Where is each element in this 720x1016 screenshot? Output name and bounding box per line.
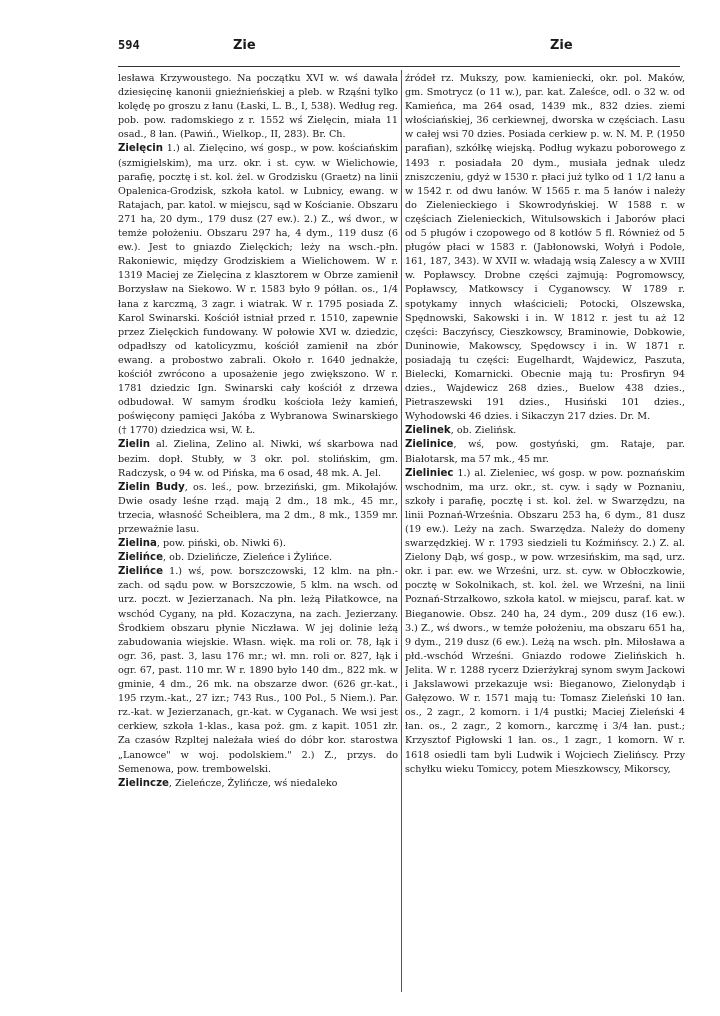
entry-headword: Zielęcin <box>118 143 163 155</box>
entry-paragraph <box>405 438 685 466</box>
column-divider <box>401 70 402 992</box>
entry-text: 1.) al. Zieleniec, wś gosp. w pow. poznańskim wschodnim, ma urz. okr., st. cyw. i sądy w Poznaniu, szkoły i parafię, pocztę i st. kol. żel. w Swarzędzu, na linii Poznań-Września. Obszaru 253 ha, 6 dym., 81 dusz (19 ew.). Leży na zach. Swarzędza. Należy do domeny swarzędzkiej. W r. 1793 siedzieli tu Koźmińscy. 2.) Z. al. Zielony Dąb, wś gosp., w pow. wrzesińskim, ma sąd, urz. okr. i par. ew. we Wrześni, urz. st. cyw. w Obłoczkowie, pocztę w Sokolnikach, st. kol. żel. we Wrześni, na linii Poznań-Strzałkowo, szkoła katol. w miejscu, paraf. kat. w Bieganowie. Obsz. 240 ha, 24 dym., 209 dusz (16 ew.). 3.) Z., wś dwors., w temże położeniu, ma obszaru 651 ha, 9 dym., 219 dusz (6 ew.). Leżą na wsch. płn. Miłosława a płd.-wschód Wrześni. Gniazdo rodowe Zielińskich h. Jelita. W r. 1288 rycerz Dzierżykraj synom swym Jackowi i Jakslawowi przekazuje wsi: Bieganowo, Zielonydąb i Gałęzowo. W r. 1571 mają tu: Tomasz Zieleński 10 łan. os., 2 zagr., 2 komorn. i 1/4 pustki; Maciej Zieleński 4 łan. os., 2 zagr., 2 komorn., karczmę i 3/4 łan. pust.; Krzysztof Pigłowski 1 łan. os., 1 zagr., 1 komorn. W r. 1618 osiedli tam byli Ludwik i Wojciech Zielińscy. Przy schyłku wieku Tomiccy, potem Mieszkowscy, Mikorscy, <box>405 467 685 775</box>
entry-text: , ob. Zielińsk. <box>450 425 517 437</box>
entry-text: , Zieleńcze, Żylińcze, wś niedaleko <box>168 777 338 789</box>
entry-headword: Zielina <box>118 538 157 550</box>
entry-headword: Zielincze <box>118 777 169 789</box>
entry-paragraph <box>118 438 398 480</box>
entry-headword: Zielin <box>118 439 151 451</box>
entry-text: 1.) al. Zielęcino, wś gosp., w pow. kościańskim (szmigielskim), ma urz. okr. i st. cyw. w Wielichowie, parafię, pocztę i st. kol. żel. w Grodzisku (Graetz) na linii Opalenica-Grodzisk, szkoła katol. w Lubnicy, ewang. w Ratajach, par. katol. w miejscu, sąd w Kościanie. Obszaru 271 ha, 20 dym., 179 dusz (27 ew.). 2.) Z., wś dwor., w temże położeniu. Obszaru 297 ha, 4 dym., 119 dusz (6 ew.). Jest to gniazdo Zielęckich; leży na wsch.-płn. Rakoniewic, między Grodziskiem a Wielichowem. W r. 1319 Maciej ze Zielęcina z klasztorem w Obrze zamienił Borzysław na Siekowo. W r. 1583 było 9 półłan. os., 1/4 łana z karczmą, 3 zagr. i wiatrak. W r. 1795 posiada Z. Karol Swinarski. Kościół istniał przed r. 1510, zapewnie przez Zielęckich fundowany. W połowie XVI w. dziedzic, odpadłszy od katolicyzmu, kościół zamienił na zbór ewang. a probostwo zabrali. Około r. 1640 jednakże, kościół zwrócono a uposażenie jego zwiększono. W r. 1781 dziedzic Ign. Swinarski cały kościół z drzewa odbudował. W samym środku kościoła leży kamień, poświęcony pamięci Jakóba z Wybranowa Swinarskiego († 1770) dziedzica wsi, W. Ł. <box>118 143 398 437</box>
entry-paragraph <box>118 565 398 776</box>
entry-paragraph <box>405 72 685 424</box>
entry-headword: Zielińce <box>118 552 163 564</box>
entry-text: lesława Krzywoustego. Na początku XVI w. wś dawała dziesięcinę kanonii gnieźnieńskiej a pleb. w Rząśni tylko kolędę po groszu z łanu (Łaski, L. B., I, 538). Według reg. pob. pow. radomskiego z r. 1552 wś Zielęcin, miała 11 osad., 8 łan. (Pawiń., Wielkop., II, 283). Br. Ch. <box>118 73 398 141</box>
entry-text: , wś, pow. gostyński, gm. Rataje, par. Białotarsk, ma 57 mk., 45 mr. <box>405 439 685 465</box>
entry-paragraph <box>118 142 398 438</box>
entry-text: al. Zielina, Zelino al. Niwki, wś skarbowa nad bezim. dopł. Stubły, w 3 okr. pol. stolińskim, gm. Radczysk, o 94 w. od Pińska, ma 6 osad, 48 mk. A. Jel. <box>118 439 398 479</box>
running-header <box>118 38 680 60</box>
header-rule <box>118 66 680 67</box>
entry-headword: Zielinice <box>405 439 454 451</box>
right-column <box>405 72 685 992</box>
left-column <box>118 72 398 992</box>
entry-paragraph <box>118 481 398 537</box>
entry-headword: Zielińce <box>118 566 163 578</box>
entry-text: , ob. Dzielińcze, Zieleńce i Żylińce. <box>162 552 333 564</box>
entry-text: źródeł rz. Mukszy, pow. kamieniecki, okr. pol. Maków, gm. Smotrycz (o 11 w.), par. kat. Zaleśce, odl. o 32 w. od Kamieńca, ma 264 osad, 1439 mk., 832 dzies. ziemi włościańskiej, 36 cerkiewnej, dworska w częściach. Lasu w całej wsi 70 dzies. Posiada cerkiew p. w. N. M. P. (1950 parafian), szkółkę wiejską. Podług wykazu poborowego z 1493 r. posiadała 20 dym., musiała jednak uledz zniszczeniu, gdyż w 1530 r. płaci już tylko od 1 1/2 łanu a w 1542 r. od dwu łanów. W 1565 r. ma 5 łanów i należy do Zielenieckiego i Skowrodyńskiej. W 1588 r. w częściach Zielenieckich, Witulsowskich i Jaborów płaci od 5 pługów i czopowego od 8 kotłów 5 fl. Również od 5 pługów płaci w 1583 r. (Jabłonowski, Wołyń i Podole, 161, 187, 343). W XVII w. władają wsią Zalescy a w XVIII w. Popławscy. Drobne części zajmują: Pogromowscy, Popławscy, Matkowscy i Cyganowscy. W 1789 r. spotykamy innych właścicieli; Potocki, Olszewska, Spędnowski, Sakowski i in. W 1812 r. jest tu aż 12 części: Baczyńscy, Cieszkowscy, Braminowie, Dobkowie, Duninowie, Makowscy, Spędowscy i in. W 1871 r. posiadają tu części: Eugelhardt, Wajdewicz, Paszuta, Bielecki, Komarnicki. Obecnie mają tu: Prosfiryn 94 dzies., Wajdewicz 268 dzies., Buelow 438 dzies., Pietraszewski 191 dzies., Husiński 101 dzies., Wyhodowski 46 dzies. i Sikaczyn 217 dzies. Dr. M. <box>405 73 685 423</box>
entry-headword: Zieliniec <box>405 467 454 479</box>
entry-headword: Zielin Budy <box>118 481 185 493</box>
right-running-head: Zie <box>550 38 573 53</box>
entry-paragraph <box>118 551 398 565</box>
entry-headword: Zielinek <box>405 425 451 437</box>
entry-paragraph <box>405 467 685 777</box>
entry-text: , pow. piński, ob. Niwki 6). <box>156 538 286 550</box>
entry-paragraph <box>118 537 398 551</box>
entry-paragraph <box>118 72 398 142</box>
entry-paragraph <box>118 777 398 791</box>
entry-text: , os. leś., pow. brzeziński, gm. Mikołajów. Dwie osady leśne rząd. mają 2 dm., 18 mk., 45 mr., trzecia, własność Scheiblera, ma 2 dm., 8 mk., 1359 mr. przeważnie lasu. <box>118 481 398 535</box>
left-running-head: Zie <box>233 38 256 53</box>
page-number: 594 <box>118 38 140 52</box>
entry-paragraph <box>405 424 685 438</box>
entry-text: 1.) wś, pow. borszczowski, 12 klm. na płn.-zach. od sądu pow. w Borszczowie, 5 klm. na wsch. od urz. poczt. w Jezierzanach. Na płn. leżą Piłatkowce, na wschód Cygany, na płd. Kozaczyna, na zach. Jezierzany. Środkiem obszaru płynie Niczława. W jej dolinie leżą zabudowania wiejskie. Własn. więk. ma roli or. 78, łąk i ogr. 36, past. 3, lasu 176 mr.; wł. mn. roli or. 827, łąk i ogr. 67, past. 110 mr. W r. 1890 było 140 dm., 822 mk. w gminie, 4 dm., 26 mk. na obszarze dwor. (626 gr.-kat., 195 rzym.-kat., 27 izr.; 743 Rus., 100 Pol., 5 Niem.). Par. rz.-kat. w Jezierzanach, gr.-kat. w Cyganach. We wsi jest cerkiew, szkoła 1-klas., kasa poż. gm. z kapit. 1051 złr. Za czasów Rzpltej należała wieś do dóbr kor. starostwa „Lanowce" w woj. podolskiem." 2.) Z., przys. do Semenowa, pow. trembowelski. <box>118 566 398 775</box>
